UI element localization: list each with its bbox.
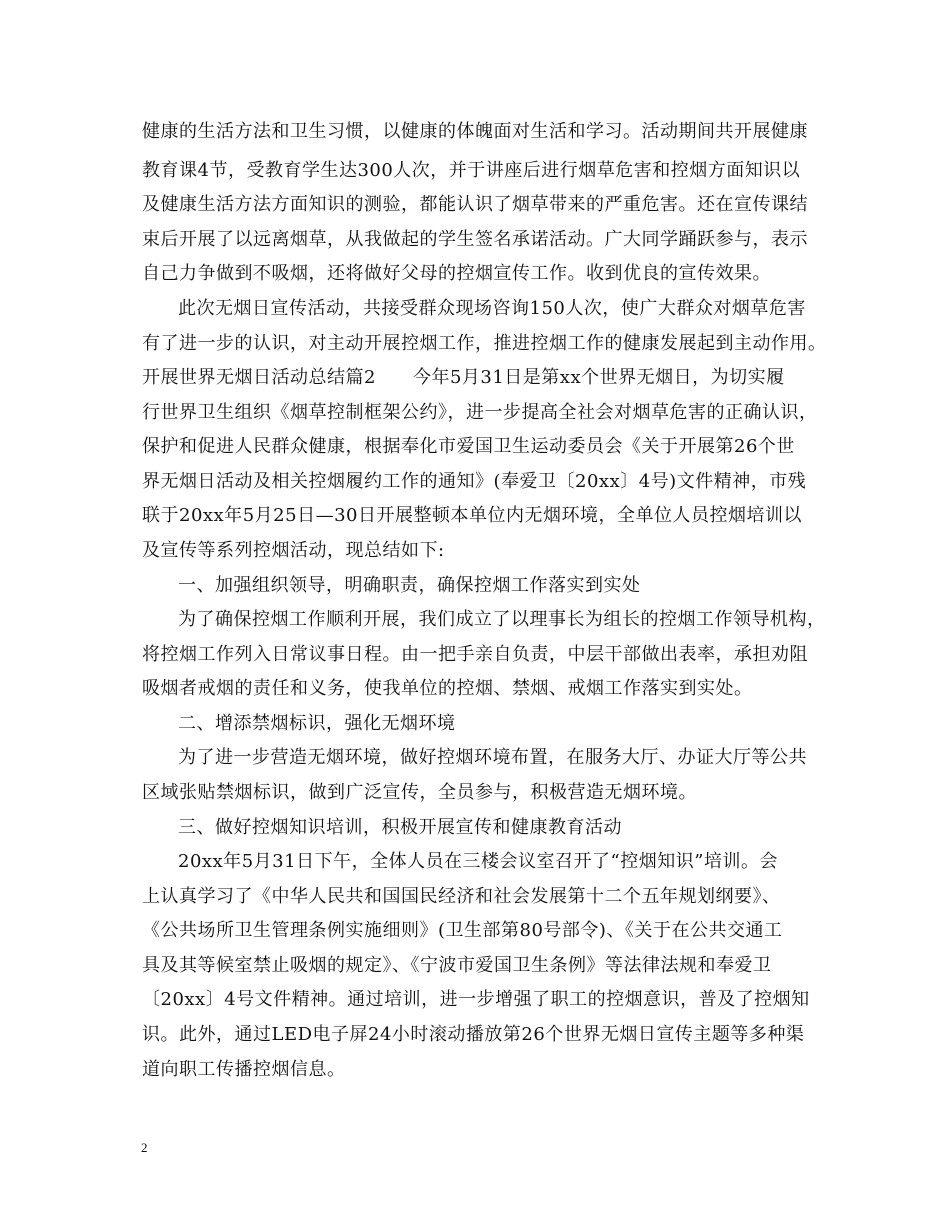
section-heading-2: 二、增添禁烟标识，强化无烟环境 <box>178 713 456 734</box>
text-line: 束后开展了以远离烟草，从我做起的学生签名承诺活动。广大同学踊跃参与，表示 <box>142 229 808 250</box>
text-line: 健康的生活方法和卫生习惯，以健康的体魄面对生活和学习。活动期间共开展健康 <box>142 121 808 142</box>
section-heading-3: 三、做好控烟知识培训，积极开展宣传和健康教育活动 <box>178 817 622 838</box>
paragraph-text-line: 为了确保控烟工作顺利开展，我们成立了以理事长为组长的控烟工作领导机构， <box>178 609 826 630</box>
text-line: 将控烟工作列入日常议事日程。由一把手亲自负责，中层干部做出表率，承担劝阻 <box>142 644 808 665</box>
text-line: 道向职工传播控烟信息。 <box>142 1059 346 1080</box>
text-line: 行世界卫生组织《烟草控制框架公约》，进一步提高全社会对烟草危害的正确认识， <box>142 402 818 423</box>
text-line: 识。此外，通过LED电子屏24小时滚动播放第26个世界无烟日宣传主题等多种渠 <box>142 1024 805 1045</box>
text-line: 及宣传等系列控烟活动，现总结如下: <box>142 540 445 561</box>
text-line: 界无烟日活动及相关控烟履约工作的通知》(奉爱卫〔20xx〕4号)文件精神，市残 <box>142 471 807 492</box>
paragraph-text-line: 为了进一步营造无烟环境，做好控烟环境布置，在服务大厅、办证大厅等公共 <box>178 747 807 768</box>
section-title-line: 开展世界无烟日活动总结篇2 今年5月31日是第xx个世界无烟日，为切实履 <box>142 367 785 388</box>
section-heading-1: 一、加强组织领导，明确职责，确保控烟工作落实到实处 <box>178 575 641 596</box>
text-line: 上认真学习了《中华人民共和国国民经济和社会发展第十二个五年规划纲要》、 <box>142 886 781 907</box>
paragraph-text-line: 20xx年5月31日下午，全体人员在三楼会议室召开了“控烟知识”培训。会 <box>178 851 778 872</box>
text-line: 及健康生活方法方面知识的测验，都能认识了烟草带来的严重危害。还在宣传课结 <box>142 194 808 215</box>
text-line: 联于20xx年5月25日—30日开展整顿本单位内无烟环境，全单位人员控烟培训以 <box>142 505 802 526</box>
text-line: 有了进一步的认识，对主动开展控烟工作，推进控烟工作的健康发展起到主动作用。 <box>142 333 827 354</box>
text-line: 教育课4节，受教育学生达300人次，并于讲座后进行烟草危害和控烟方面知识以 <box>142 160 801 181</box>
text-line: 具及其等候室禁止吸烟的规定》、《宁波市爱国卫生条例》等法律法规和奉爱卫 <box>142 955 772 976</box>
text-line: 吸烟者戒烟的责任和义务，使我单位的控烟、禁烟、戒烟工作落实到实处。 <box>142 678 753 699</box>
text-line: 保护和促进人民群众健康，根据奉化市爱国卫生运动委员会《关于开展第26个世 <box>142 436 795 457</box>
text-line: 〔20xx〕4号文件精神。通过培训，进一步增强了职工的控烟意识，普及了控烟知 <box>142 989 810 1010</box>
paragraph-text-line: 此次无烟日宣传活动，共接受群众现场咨询150人次，使广大群众对烟草危害 <box>178 298 806 319</box>
page-number: 2 <box>141 1140 148 1155</box>
text-line: 《公共场所卫生管理条例实施细则》(卫生部第80号部令)、《关于在公共交通工 <box>142 920 783 941</box>
text-line: 区域张贴禁烟标识，做到广泛宣传，全员参与，积极营造无烟环境。 <box>142 782 697 803</box>
text-line: 自己力争做到不吸烟，还将做好父母的控烟宣传工作。收到优良的宣传效果。 <box>142 263 771 284</box>
